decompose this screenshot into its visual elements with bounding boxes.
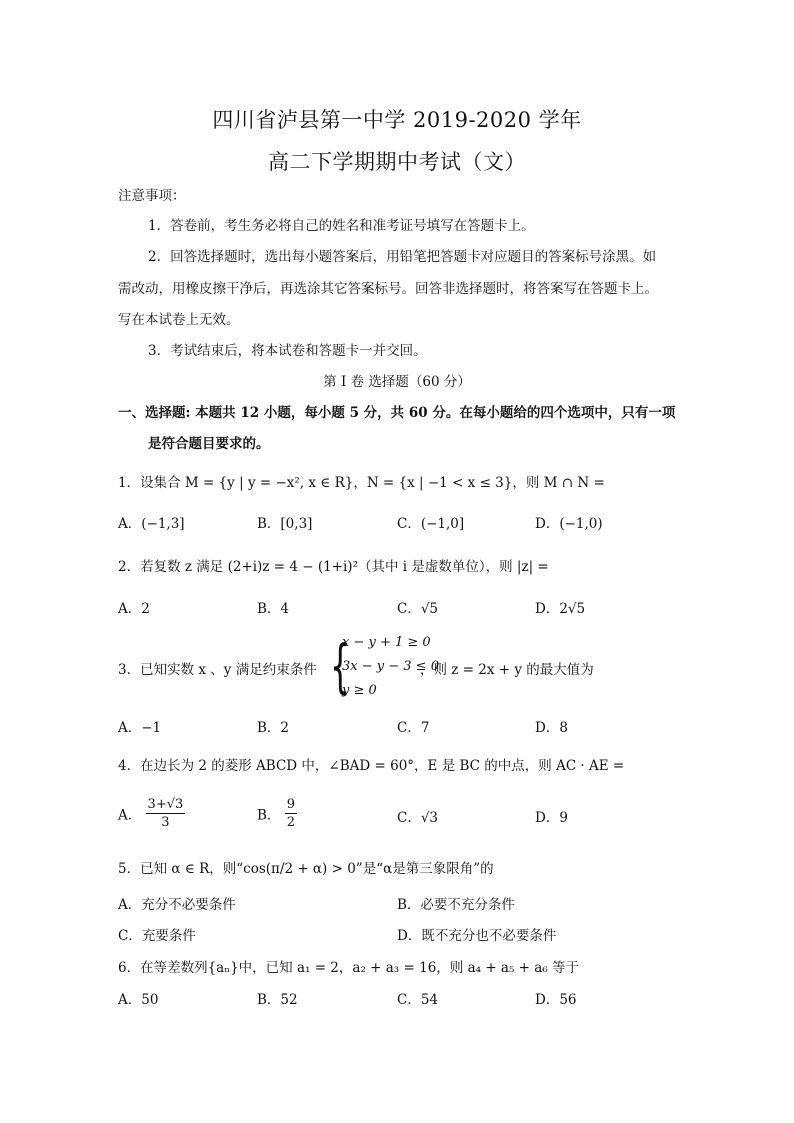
fraction-numerator: 9 (286, 797, 295, 812)
question-1-option-d: D．(−1,0) (535, 516, 603, 532)
question-4-option-b (257, 796, 297, 831)
notice-item-3: 3．考试结束后，将本试卷和答题卡一并交回。 (148, 343, 427, 359)
question-3-option-d: D．8 (535, 720, 568, 736)
question-3-stem-a: 3．已知实数 x 、y 满足约束条件 (118, 662, 317, 678)
question-4-option-b-label: B． (257, 807, 281, 824)
question-1-option-b: B．[0,3] (257, 516, 313, 532)
notice-item-1: 1．答卷前，考生务必将自己的姓名和准考证号填写在答题卡上。 (148, 218, 535, 234)
question-1-option-a: A．(−1,3] (118, 516, 185, 532)
notice-item-2c: 写在本试卷上无效。 (118, 312, 240, 328)
fraction-denominator: 2 (286, 815, 295, 830)
question-3-stem-b: ，则 z = 2x + y 的最大值为 (420, 662, 594, 678)
question-4-option-d: D．9 (535, 810, 568, 826)
question-3-option-c: C．7 (397, 720, 430, 736)
question-2-option-b: B．4 (257, 601, 290, 617)
question-1-stem: 1．设集合 M = {y | y = −x², x ∈ R}，N = {x | −1 < x ≤ 3}，则 M ∩ N = (118, 475, 605, 491)
question-2-stem: 2．若复数 z 满足 (2+i)z = 4 − (1+i)²（其中 i 是虚数单位），则 |z| = (118, 559, 549, 575)
notice-heading: 注意事项： (118, 188, 186, 204)
question-4-option-c: C．√3 (397, 810, 439, 826)
exam-title: 四川省泸县第一中学 2019-2020 学年 (212, 108, 582, 132)
constraint-system (330, 631, 439, 701)
question-4-option-a-fraction (146, 796, 186, 831)
question-2-option-a: A．2 (118, 601, 150, 617)
question-3-option-a: A．−1 (118, 720, 162, 736)
question-5-option-b: B．必要不充分条件 (397, 897, 515, 913)
notice-item-2a: 2．回答选择题时，选出每小题答案后，用铅笔把答题卡对应题目的答案标号涂黑。如 (148, 249, 657, 265)
fraction-numerator: 3+√3 (147, 797, 184, 812)
question-3-option-b: B．2 (257, 720, 290, 736)
question-6-option-c: C．54 (397, 992, 439, 1008)
question-5-option-c: C．充要条件 (118, 928, 196, 944)
question-5-option-d: D．既不充分也不必要条件 (397, 928, 557, 944)
question-2-option-c: C．√5 (397, 601, 439, 617)
question-4-option-a (118, 796, 185, 831)
question-6-option-b: B．52 (257, 992, 298, 1008)
question-4-stem: 4．在边长为 2 的菱形 ABCD 中，∠BAD = 60°，E 是 BC 的中点，则 AC · AE = (118, 758, 625, 774)
question-4-option-b-fraction (285, 796, 297, 831)
question-4-option-a-label: A． (118, 807, 142, 824)
fraction-denominator: 3 (161, 815, 170, 830)
question-5-stem: 5．已知 α ∈ R，则“cos(π/2 + α) > 0”是“α是第三象限角”的 (118, 861, 494, 877)
brace-icon: { (330, 632, 351, 700)
question-5-option-a: A．充分不必要条件 (118, 897, 236, 913)
section-title: 第 I 卷 选择题（60 分） (323, 374, 471, 390)
constraint-2: 3x − y − 3 ≤ 0 (342, 659, 439, 674)
notice-item-2b: 需改动，用橡皮擦干净后，再选涂其它答案标号。回答非选择题时，将答案写在答题卡上。 (118, 281, 658, 297)
section-intro-b: 是符合题目要求的。 (148, 436, 270, 452)
question-1-option-c: C．(−1,0] (397, 516, 465, 532)
question-2-option-d: D．2√5 (535, 601, 586, 617)
question-6-option-a: A．50 (118, 992, 159, 1008)
constraint-3: y ≥ 0 (342, 683, 377, 698)
exam-subtitle: 高二下学期期中考试（文） (268, 150, 526, 174)
section-intro-a: 一、选择题: 本题共 12 小题，每小题 5 分，共 60 分。在每小题给的四个选项中，只有一项 (118, 405, 676, 421)
question-6-stem: 6．在等差数列{aₙ}中，已知 a₁ = 2，a₂ + a₃ = 16，则 a₄ + a₅ + a₆ 等于 (118, 960, 580, 976)
constraint-1: x − y + 1 ≥ 0 (342, 635, 431, 650)
question-6-option-d: D．56 (535, 992, 577, 1008)
